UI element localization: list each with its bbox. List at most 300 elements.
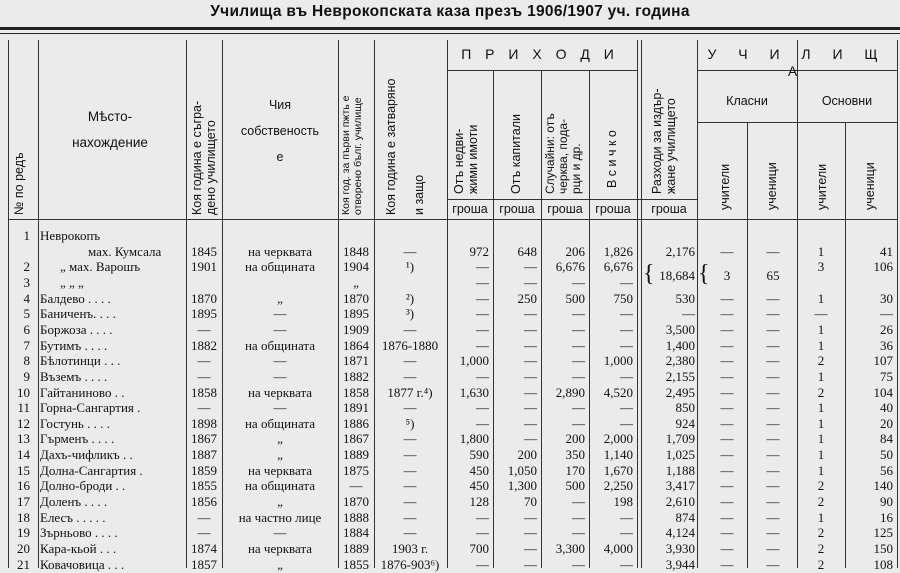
cell-open: 1909	[343, 321, 369, 337]
cell-closed: —	[403, 368, 417, 384]
cell-closed: ²)	[405, 290, 415, 306]
cell-cap: 1,300	[507, 478, 537, 494]
cell-no: 3	[23, 274, 30, 290]
cell-ot: 2	[817, 494, 825, 510]
cell-closed: —	[403, 321, 417, 337]
cell-exp: 1,188	[665, 462, 695, 478]
cell-kp: —	[766, 290, 780, 306]
cell-exp: 2,176	[665, 243, 695, 259]
cell-prop: 972	[469, 243, 489, 259]
cell-place: Долно-броди . .	[40, 478, 126, 494]
cell-rand: —	[572, 525, 585, 541]
cell-rand: —	[572, 321, 585, 337]
cell-exp: 2,380	[665, 353, 695, 369]
cell-built: 1845	[191, 243, 217, 259]
cell-no: 8	[23, 353, 30, 369]
cell-exp: 850	[675, 400, 695, 416]
cell-open: 1888	[343, 509, 369, 525]
cell-built: —	[197, 400, 211, 416]
cell-ot: 1	[817, 431, 825, 447]
cell-place: Елесъ . . . . .	[40, 509, 106, 525]
cell-cap: —	[524, 415, 537, 431]
cell-open: 1895	[343, 306, 369, 322]
cell-built: 1858	[191, 384, 217, 400]
cell-kt: —	[720, 321, 734, 337]
cell-cap: 200	[517, 447, 537, 463]
cell-tot: 4,520	[603, 384, 633, 400]
cell-exp: 2,495	[665, 384, 695, 400]
cell-no: 18	[17, 509, 30, 525]
cell-built: 1901	[191, 259, 217, 275]
cell-no: 15	[17, 462, 30, 478]
cell-place: „ „ „	[60, 274, 84, 290]
cell-tot: —	[620, 400, 633, 416]
unit-total: гроша	[595, 202, 631, 216]
cell-place: Долна-Сангартия .	[40, 462, 143, 478]
cell-cap: —	[524, 556, 537, 572]
header-inc-total: В с и ч к о	[605, 130, 619, 188]
cell-kp: —	[766, 243, 780, 259]
cell-no: 21	[17, 556, 30, 572]
page-title: Училища въ Неврокопската каза презъ 1906/1907 уч. година	[210, 3, 690, 20]
header-income: П Р И Х О Д И	[461, 46, 619, 62]
cell-exp: 4,124	[665, 525, 695, 541]
cell-open: 1889	[343, 447, 369, 463]
cell-kp: —	[766, 509, 780, 525]
header-rule	[447, 199, 697, 200]
cell-prop: —	[476, 337, 489, 353]
cell-kt: —	[720, 494, 734, 510]
cell-built: 1857	[191, 556, 217, 572]
cell-cap: —	[524, 509, 537, 525]
cell-kt: —	[720, 462, 734, 478]
cell-kt: —	[720, 337, 734, 353]
merged-brace-left: {	[643, 261, 655, 287]
header-inc-random: Случайни: отъ черква, пода- рци и др.	[543, 113, 583, 194]
cell-ot: 1	[817, 321, 825, 337]
cell-built: —	[197, 509, 211, 525]
cell-closed: —	[403, 353, 417, 369]
merged-class-teachers: 3	[723, 268, 731, 283]
cell-open: 1884	[343, 525, 369, 541]
cell-place: Дахъ-чифликъ . .	[40, 447, 133, 463]
cell-own: на общината	[244, 415, 316, 431]
cell-tot: —	[620, 337, 633, 353]
cell-kt: —	[720, 384, 734, 400]
cell-prop: —	[476, 321, 489, 337]
column-rule	[897, 40, 898, 568]
cell-no: 11	[17, 400, 30, 416]
cell-kp: —	[766, 415, 780, 431]
cell-op: 90	[880, 494, 893, 510]
cell-kt: —	[720, 290, 734, 306]
cell-cap: 70	[524, 494, 537, 510]
cell-prop: —	[476, 290, 489, 306]
cell-tot: 1,670	[603, 462, 633, 478]
cell-built: 1859	[191, 462, 217, 478]
cell-cap: —	[524, 525, 537, 541]
cell-tot: —	[620, 509, 633, 525]
cell-op: 106	[873, 259, 893, 275]
cell-place: Неврокопъ	[40, 228, 101, 243]
cell-tot: 198	[613, 494, 633, 510]
cell-tot: 6,676	[603, 259, 633, 275]
cell-op: 84	[880, 431, 893, 447]
column-rule	[186, 40, 187, 568]
cell-op: 16	[880, 509, 893, 525]
cell-op: 36	[880, 337, 893, 353]
cell-rand: 3,300	[555, 541, 585, 556]
cell-tot: 750	[613, 290, 633, 306]
cell-exp: 2,610	[665, 494, 695, 510]
cell-closed: 1877 г.⁴)	[387, 384, 433, 400]
cell-own: —	[273, 353, 287, 369]
cell-no: 4	[23, 290, 30, 306]
cell-no: 19	[17, 525, 30, 541]
cell-op: —	[880, 306, 893, 322]
cell-prop: 128	[469, 494, 489, 510]
cell-own: —	[273, 400, 287, 416]
cell-cap: —	[524, 337, 537, 353]
header-year-built: Коя година е съгра- дено училището	[190, 100, 218, 215]
cell-rand: —	[572, 353, 585, 369]
cell-closed: ³)	[405, 306, 415, 322]
cell-tot: —	[620, 525, 633, 541]
cell-own: —	[273, 306, 287, 322]
cell-cap: —	[524, 400, 537, 416]
cell-place: „ мах. Варошъ	[60, 259, 141, 275]
cell-own: „	[277, 494, 283, 510]
cell-closed: —	[403, 447, 417, 463]
cell-closed: ⁵)	[405, 415, 415, 431]
column-rule	[845, 122, 846, 568]
cell-tot: —	[620, 368, 633, 384]
unit-expenses: гроша	[651, 202, 687, 216]
cell-op: 108	[873, 556, 893, 572]
cell-op: 75	[880, 368, 893, 384]
cell-place: Въземъ . . . .	[40, 368, 108, 384]
cell-place: Гърменъ . . . .	[40, 431, 115, 447]
cell-own: „	[277, 290, 283, 306]
cell-place: Зърньово . . . .	[40, 525, 118, 541]
cell-rand: 500	[565, 478, 585, 494]
cell-open: 1875	[343, 462, 369, 478]
cell-open: 1904	[343, 259, 369, 275]
header-basic-teachers: учители	[815, 163, 829, 210]
cell-kt: —	[720, 478, 734, 494]
cell-place: Кара-кьой . . .	[40, 541, 117, 556]
cell-no: 2	[23, 259, 30, 275]
cell-kp: —	[766, 494, 780, 510]
cell-built: —	[197, 525, 211, 541]
cell-closed: —	[403, 462, 417, 478]
cell-kt: —	[720, 353, 734, 369]
cell-exp: 924	[675, 415, 695, 431]
cell-exp: 1,025	[665, 447, 695, 463]
cell-rand: —	[572, 368, 585, 384]
cell-own: „	[277, 447, 283, 463]
column-rule	[747, 122, 748, 568]
merged-class-pupils: 65	[766, 268, 780, 283]
cell-built: 1874	[191, 541, 217, 556]
cell-kp: —	[766, 478, 780, 494]
header-ownership: Чия собственость е	[240, 98, 320, 164]
cell-rand: —	[572, 556, 585, 572]
cell-cap: —	[524, 431, 537, 447]
cell-closed: —	[403, 509, 417, 525]
cell-exp: 530	[675, 290, 695, 306]
cell-tot: —	[620, 556, 633, 572]
cell-closed: ¹)	[405, 259, 415, 275]
cell-kp: —	[766, 306, 780, 322]
cell-no: 17	[17, 494, 30, 510]
cell-tot: —	[620, 306, 633, 322]
cell-kp: —	[766, 321, 780, 337]
cell-own: на черквата	[247, 243, 313, 259]
cell-kt: —	[720, 368, 734, 384]
cell-tot: 2,000	[603, 431, 633, 447]
cell-open: 1858	[343, 384, 369, 400]
cell-no: 13	[17, 431, 30, 447]
header-rule	[697, 122, 897, 123]
cell-ot: 2	[817, 541, 825, 556]
cell-rand: —	[572, 509, 585, 525]
header-inc-property: Отъ недви- жими имоти	[452, 124, 480, 194]
cell-cap: —	[524, 274, 537, 290]
cell-kp: —	[766, 368, 780, 384]
cell-closed: 1876-903⁶)	[380, 556, 440, 572]
cell-place: Бѣлотинци . . .	[40, 353, 121, 369]
cell-ot: 1	[817, 243, 825, 259]
cell-open: 1871	[343, 353, 369, 369]
header-place-line1: Мѣсто-	[87, 109, 133, 124]
cell-place: Горна-Сангартия .	[40, 400, 141, 416]
header-schools: У Ч И Л И Щ А	[707, 46, 887, 79]
cell-rand: 206	[565, 243, 585, 259]
cell-place: Баниченъ. . . .	[40, 306, 116, 322]
cell-ot: 2	[817, 384, 825, 400]
cell-place: Гайтаниново . .	[40, 384, 125, 400]
cell-op: 140	[873, 478, 893, 494]
cell-place: Доленъ . . . .	[40, 494, 108, 510]
cell-rand: —	[572, 337, 585, 353]
header-class-schools: Класни	[726, 94, 768, 108]
cell-ot: 1	[817, 400, 825, 416]
cell-prop: —	[476, 368, 489, 384]
cell-ot: 1	[817, 509, 825, 525]
cell-prop: 1,000	[459, 353, 489, 369]
cell-rand: 350	[565, 447, 585, 463]
cell-built: 1895	[191, 306, 217, 322]
cell-rand: —	[572, 306, 585, 322]
cell-prop: —	[476, 525, 489, 541]
header-first-open: Коя год. за първи пжть е отворено бълг. училище	[340, 95, 364, 215]
cell-prop: 450	[469, 478, 489, 494]
cell-own: на общината	[244, 259, 316, 275]
cell-exp: 3,417	[665, 478, 695, 494]
cell-no: 5	[23, 306, 30, 322]
cell-place: Боржоза . . . .	[40, 321, 113, 337]
cell-op: 26	[880, 321, 893, 337]
cell-op: 56	[880, 462, 893, 478]
cell-built: 1887	[191, 447, 217, 463]
cell-op: 20	[880, 415, 893, 431]
cell-ot: 1	[817, 462, 825, 478]
cell-rand: —	[572, 400, 585, 416]
cell-kp: —	[766, 337, 780, 353]
cell-exp: 3,930	[665, 541, 695, 556]
cell-kt: —	[720, 400, 734, 416]
cell-op: 125	[873, 525, 893, 541]
cell-rand: 6,676	[555, 259, 585, 275]
cell-prop: —	[476, 415, 489, 431]
cell-built: 1870	[191, 290, 217, 306]
cell-closed: —	[403, 431, 417, 447]
cell-kt: —	[720, 525, 734, 541]
cell-own: —	[273, 321, 287, 337]
cell-own: „	[277, 431, 283, 447]
cell-kt: —	[720, 556, 734, 572]
header-basic-schools: Основни	[821, 94, 873, 108]
cell-cap: 250	[517, 290, 537, 306]
cell-tot: 4,000	[603, 541, 633, 556]
cell-closed: —	[403, 400, 417, 416]
cell-built: 1855	[191, 478, 217, 494]
header-place	[40, 104, 180, 156]
cell-ot: 2	[817, 525, 825, 541]
cell-open: 1886	[343, 415, 369, 431]
cell-exp: 1,709	[665, 431, 695, 447]
cell-no: 12	[17, 415, 30, 431]
cell-prop: —	[476, 400, 489, 416]
cell-open: 1870	[343, 494, 369, 510]
cell-op: 150	[873, 541, 893, 556]
cell-own: „	[277, 556, 283, 572]
cell-prop: 700	[469, 541, 489, 556]
cell-prop: 450	[469, 462, 489, 478]
cell-kp: —	[766, 353, 780, 369]
cell-ot: 2	[817, 556, 825, 572]
cell-tot: —	[620, 415, 633, 431]
cell-ot: 1	[817, 368, 825, 384]
cell-rand: —	[572, 494, 585, 510]
cell-own: на частно лице	[238, 509, 322, 525]
cell-place: Гостунь . . . .	[40, 415, 110, 431]
cell-exp: 874	[675, 509, 695, 525]
cell-built: —	[197, 321, 211, 337]
merged-expenses: 18,684	[659, 268, 695, 283]
cell-ot: —	[814, 306, 828, 322]
cell-tot: —	[620, 321, 633, 337]
cell-ot: 2	[817, 353, 825, 369]
header-rule	[447, 70, 637, 71]
cell-prop: 1,800	[459, 431, 489, 447]
cell-ot: 1	[817, 337, 825, 353]
cell-kp: —	[766, 541, 780, 556]
cell-rand: 500	[565, 290, 585, 306]
cell-kp: —	[766, 431, 780, 447]
cell-op: 30	[880, 290, 893, 306]
cell-open: 1855	[343, 556, 369, 572]
cell-ot: 1	[817, 290, 825, 306]
top-rule	[0, 27, 900, 30]
unit-random: гроша	[547, 202, 583, 216]
cell-cap: —	[524, 368, 537, 384]
cell-open: —	[349, 478, 363, 494]
cell-closed: —	[403, 478, 417, 494]
cell-place: Ковачовица . . .	[40, 556, 125, 572]
cell-ot: 2	[817, 478, 825, 494]
unit-property: гроша	[452, 202, 488, 216]
cell-no: 6	[23, 321, 30, 337]
header-class-teachers: учители	[718, 163, 732, 210]
cell-tot: 2,250	[603, 478, 633, 494]
cell-open: 1882	[343, 368, 369, 384]
header-basic-pupils: ученици	[863, 162, 877, 210]
header-closed: Коя година е затваряно и защо	[384, 78, 426, 215]
top-rule-thin	[0, 33, 900, 34]
cell-own: —	[273, 525, 287, 541]
cell-exp: 2,155	[665, 368, 695, 384]
column-rule	[697, 40, 698, 568]
column-rule	[38, 40, 39, 568]
cell-prop: 1,630	[459, 384, 489, 400]
cell-closed: —	[403, 494, 417, 510]
cell-built: 1867	[191, 431, 217, 447]
cell-cap: —	[524, 259, 537, 275]
cell-closed: —	[403, 525, 417, 541]
cell-no: 20	[17, 541, 30, 556]
cell-ot: 1	[817, 447, 825, 463]
cell-tot: 1,140	[603, 447, 633, 463]
cell-cap: —	[524, 353, 537, 369]
header-inc-capital: Отъ капитали	[509, 114, 523, 194]
cell-rand: —	[572, 274, 585, 290]
cell-tot: 1,000	[603, 353, 633, 369]
cell-no: 1	[23, 228, 30, 243]
cell-prop: —	[476, 509, 489, 525]
cell-kt: —	[720, 541, 734, 556]
cell-op: 41	[880, 243, 893, 259]
unit-capital: гроша	[499, 202, 535, 216]
header-expenses: Разходи за издър- жане училището	[650, 88, 678, 194]
cell-closed: 1876-1880	[381, 337, 439, 353]
cell-kt: —	[720, 509, 734, 525]
cell-cap: —	[524, 384, 537, 400]
cell-closed: —	[403, 243, 417, 259]
cell-tot: 1,826	[603, 243, 633, 259]
cell-ot: 1	[817, 415, 825, 431]
cell-op: 40	[880, 400, 893, 416]
merged-brace-right: {	[698, 261, 710, 287]
cell-ot: 3	[817, 259, 825, 275]
cell-no: 9	[23, 368, 30, 384]
cell-rand: 170	[565, 462, 585, 478]
cell-kp: —	[766, 447, 780, 463]
cell-no: 14	[17, 447, 30, 463]
cell-own: на черквата	[247, 384, 313, 400]
header-place-line2: нахождение	[72, 135, 148, 150]
cell-rand: —	[572, 415, 585, 431]
cell-open: 1889	[343, 541, 369, 556]
cell-no: 7	[23, 337, 30, 353]
cell-place: Бутимъ . . . .	[40, 337, 108, 353]
cell-no: 16	[17, 478, 30, 494]
cell-cap: —	[524, 306, 537, 322]
cell-kp: —	[766, 400, 780, 416]
cell-prop: —	[476, 306, 489, 322]
cell-open: 1870	[343, 290, 369, 306]
